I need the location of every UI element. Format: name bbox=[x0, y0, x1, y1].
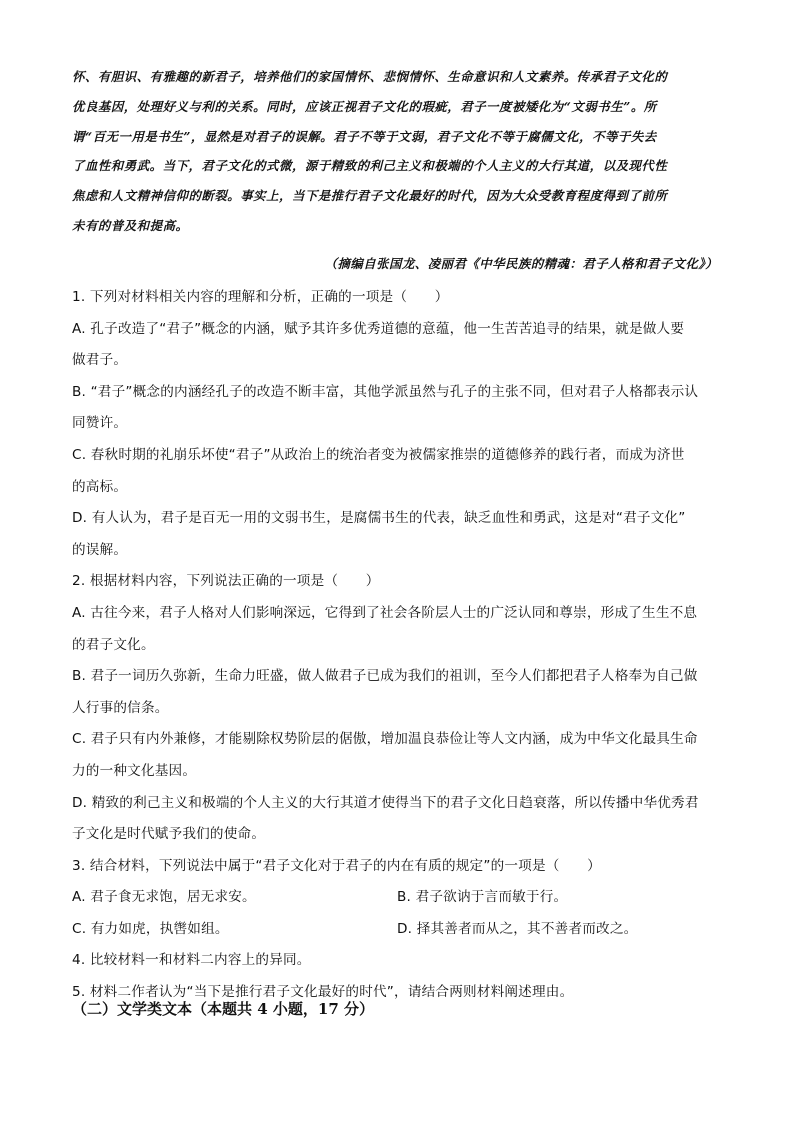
passage-line: 优良基因，处理好义与利的关系。同时，应该正视君子文化的瑕疵，君子一度被矮化为“文弱书生”。所 bbox=[72, 98, 657, 114]
q2-option-c-cont: 力的一种文化基因。 bbox=[72, 762, 197, 779]
passage-line: 怀、有胆识、有雅趣的新君子，培养他们的家国情怀、悲悯情怀、生命意识和人文素养。传承君子文化的 bbox=[72, 69, 668, 84]
passage-line: 谓“百无一用是书生”，显然是对君子的误解。君子不等于文弱，君子文化不等于腐儒文化，不等于失去 bbox=[72, 128, 657, 144]
q3-options-row-1 bbox=[72, 882, 722, 914]
q1-option-a-cont: 做君子。 bbox=[72, 352, 128, 369]
q2-option-c: C. 君子只有内外兼修，才能剔除权势阶层的倨傲，增加温良恭俭让等人文内涵，成为中华文化最具生命 bbox=[72, 731, 698, 748]
q2-option-b: B. 君子一词历久弥新，生命力旺盛，做人做君子已成为我们的祖训，至今人们都把君子人格奉为自己做 bbox=[72, 668, 698, 685]
q3-option-b: B. 君子欲讷于言而敏于行。 bbox=[397, 889, 568, 906]
q1-option-c-cont: 的高标。 bbox=[72, 478, 128, 495]
reading-passage bbox=[72, 62, 722, 241]
q1-option-b: B. “君子”概念的内涵经孔子的改造不断丰富，其他学派虽然与孔子的主张不同，但对君子人格都表示认 bbox=[72, 383, 699, 400]
questions bbox=[72, 282, 722, 1009]
q1-option-d-cont: 的误解。 bbox=[72, 541, 128, 558]
question-5-stem: 5. 材料二作者认为“当下是推行君子文化最好的时代”，请结合两则材料阐述理由。 bbox=[72, 984, 574, 1001]
q3-option-a: A. 君子食无求饱，居无求安。 bbox=[72, 889, 256, 906]
q3-options-row-2 bbox=[72, 914, 722, 946]
q2-option-d: D. 精致的利己主义和极端的个人主义的大行其道才使得当下的君子文化日趋衰落，所以传播中华优秀君 bbox=[72, 794, 699, 811]
q1-option-b-cont: 同赞许。 bbox=[72, 415, 128, 432]
question-4-stem: 4. 比较材料一和材料二内容上的异同。 bbox=[72, 952, 311, 969]
q2-option-b-cont: 人行事的信条。 bbox=[72, 699, 169, 716]
passage-line: 了血性和勇武。当下，君子文化的式微，源于精致的利己主义和极端的个人主义的大行其道，以及现代性 bbox=[72, 158, 668, 174]
q3-option-c: C. 有力如虎，执辔如组。 bbox=[72, 920, 229, 937]
q2-option-a-cont: 的君子文化。 bbox=[72, 636, 155, 653]
q2-option-a: A. 古往今来，君子人格对人们影响深远，它得到了社会各阶层人士的广泛认同和尊崇，形成了生生不息 bbox=[72, 604, 698, 621]
question-3-stem: 3. 结合材料，下列说法中属于“君子文化对于君子的内在有质的规定”的一项是（ ） bbox=[72, 857, 601, 874]
section-title: （二）文学类文本（本题共 4 小题，17 分） bbox=[72, 1000, 374, 1018]
q2-option-d-cont: 子文化是时代赋予我们的使命。 bbox=[72, 826, 266, 843]
question-1-stem: 1. 下列对材料相关内容的理解和分析，正确的一项是（ ） bbox=[72, 289, 449, 305]
q1-option-c: C. 春秋时期的礼崩乐坏使“君子”从政治上的统治者变为被儒家推崇的道德修养的践行者，而成为济世 bbox=[72, 446, 685, 463]
passage-source: （摘编自张国龙、凌丽君《中华民族的精魂：君子人格和君子文化》） bbox=[324, 256, 718, 271]
q1-option-a: A. 孔子改造了“君子”概念的内涵，赋予其许多优秀道德的意蕴，他一生苦苦追寻的结果，就是做人要 bbox=[72, 320, 685, 337]
question-2-stem: 2. 根据材料内容，下列说法正确的一项是（ ） bbox=[72, 573, 380, 590]
q3-option-d: D. 择其善者而从之，其不善者而改之。 bbox=[397, 920, 638, 937]
q1-option-d: D. 有人认为，君子是百无一用的文弱书生，是腐儒书生的代表，缺乏血性和勇武，这是对“君子文化” bbox=[72, 510, 686, 527]
passage-line: 焦虑和人文精神信仰的断裂。事实上，当下是推行君子文化最好的时代，因为大众受教育程度得到了前所 bbox=[72, 188, 668, 204]
passage-line: 未有的普及和提高。 bbox=[72, 217, 189, 233]
